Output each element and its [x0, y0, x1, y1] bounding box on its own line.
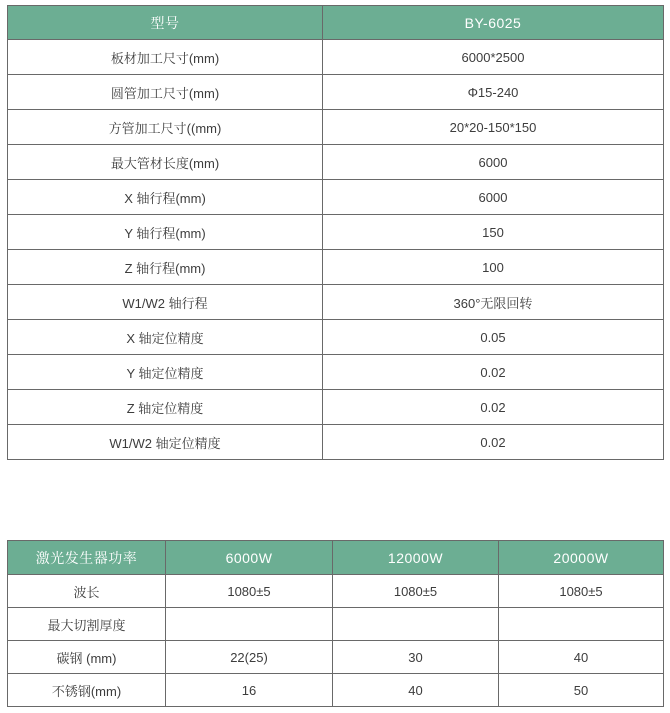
- power-table-header-6000w: 6000W: [166, 541, 333, 575]
- table-row: [8, 390, 664, 425]
- power-row-value: 40: [333, 674, 499, 707]
- table-row: [8, 110, 664, 145]
- table-row: [8, 180, 664, 215]
- table-row: [8, 355, 664, 390]
- spec-label: 圆管加工尺寸(mm): [8, 75, 323, 110]
- spec-label: 最大管材长度(mm): [8, 145, 323, 180]
- spec-value: 6000: [323, 145, 664, 180]
- power-row-label: 波长: [8, 575, 166, 608]
- power-row-value: 30: [333, 641, 499, 674]
- spec-label: Z 轴定位精度: [8, 390, 323, 425]
- table-row: [8, 320, 664, 355]
- spec-value: 0.05: [323, 320, 664, 355]
- spec-table-header-row: [8, 6, 664, 40]
- power-row-label: 最大切割厚度: [8, 608, 166, 641]
- power-table-header-power: 激光发生器功率: [8, 541, 166, 575]
- spec-label: 板材加工尺寸(mm): [8, 40, 323, 75]
- table-row: [8, 145, 664, 180]
- power-row-value: [333, 608, 499, 641]
- table-row: [8, 40, 664, 75]
- power-row-label: 碳钢 (mm): [8, 641, 166, 674]
- spec-label: X 轴定位精度: [8, 320, 323, 355]
- spec-label: X 轴行程(mm): [8, 180, 323, 215]
- power-row-value: 22(25): [166, 641, 333, 674]
- spec-value: 100: [323, 250, 664, 285]
- spec-value: 0.02: [323, 425, 664, 460]
- spec-table-header-model-label: 型号: [8, 6, 323, 40]
- table-row: [8, 608, 664, 641]
- spec-label: Y 轴定位精度: [8, 355, 323, 390]
- power-table-header-row: [8, 541, 664, 575]
- table-row: [8, 425, 664, 460]
- table-row: [8, 641, 664, 674]
- spec-value: 150: [323, 215, 664, 250]
- spec-label: Y 轴行程(mm): [8, 215, 323, 250]
- spec-value: Φ15-240: [323, 75, 664, 110]
- spec-table-header-model-value: BY-6025: [323, 6, 664, 40]
- table-row: [8, 75, 664, 110]
- power-table: [7, 540, 664, 707]
- power-row-value: 16: [166, 674, 333, 707]
- power-table-header-12000w: 12000W: [333, 541, 499, 575]
- spec-value: 20*20-150*150: [323, 110, 664, 145]
- spec-value: 6000: [323, 180, 664, 215]
- table-row: [8, 215, 664, 250]
- table-row: [8, 250, 664, 285]
- spec-label: W1/W2 轴行程: [8, 285, 323, 320]
- power-row-value: 1080±5: [499, 575, 664, 608]
- table-row: [8, 285, 664, 320]
- power-row-value: [499, 608, 664, 641]
- spec-label: Z 轴行程(mm): [8, 250, 323, 285]
- power-row-value: 1080±5: [333, 575, 499, 608]
- spec-label: W1/W2 轴定位精度: [8, 425, 323, 460]
- spec-value: 6000*2500: [323, 40, 664, 75]
- spec-value: 0.02: [323, 390, 664, 425]
- power-row-value: 50: [499, 674, 664, 707]
- power-row-value: 1080±5: [166, 575, 333, 608]
- table-row: [8, 674, 664, 707]
- spec-value: 0.02: [323, 355, 664, 390]
- spec-table: [7, 5, 664, 460]
- power-row-value: 40: [499, 641, 664, 674]
- power-row-value: [166, 608, 333, 641]
- table-row: [8, 575, 664, 608]
- power-table-header-20000w: 20000W: [499, 541, 664, 575]
- spec-value: 360°无限回转: [323, 285, 664, 320]
- power-row-label: 不锈钢(mm): [8, 674, 166, 707]
- spec-label: 方管加工尺寸((mm): [8, 110, 323, 145]
